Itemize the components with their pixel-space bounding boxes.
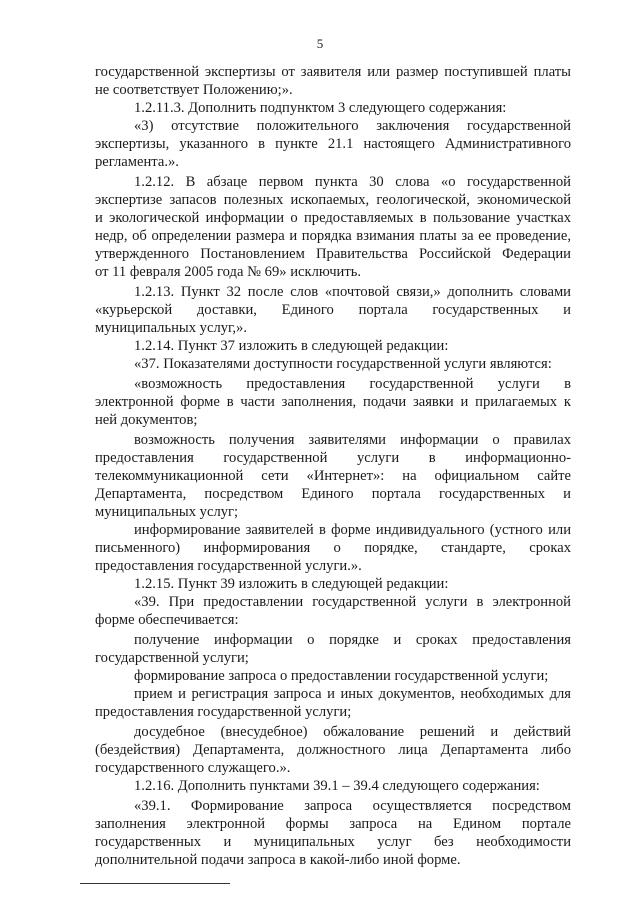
text-line: заполнения электронной формы запроса на Едином портале — [95, 816, 571, 832]
text-line: муниципальных услуг; — [95, 504, 239, 520]
text-line: от 11 февраля 2005 года № 69» исключить. — [95, 264, 362, 280]
text-line: предоставления государственной услуги в информационно- — [95, 450, 571, 466]
text-line: государственного служащего.». — [95, 760, 291, 776]
text-line: 1.2.15. Пункт 39 изложить в следующей редакции: — [134, 576, 449, 592]
text-line: 1.2.11.3. Дополнить подпунктом 3 следующего содержания: — [134, 100, 507, 116]
text-line: государственной экспертизы от заявителя или размер поступившей платы — [95, 64, 571, 80]
text-line: информирование заявителей в форме индивидуального (устного или — [134, 522, 571, 538]
text-line: регламента.». — [95, 154, 179, 170]
text-line: дополнительной подачи запроса в какой-либо иной форме. — [95, 852, 461, 868]
text-line: 1.2.13. Пункт 32 после слов «почтовой связи,» дополнить словами — [134, 284, 571, 300]
text-line: формирование запроса о предоставлении государственной услуги; — [134, 668, 549, 684]
text-line: и экологической информации о предоставляемых в пользование участках — [95, 210, 571, 226]
page-number: 5 — [316, 36, 324, 51]
text-line: возможность получения заявителями информации о правилах — [134, 432, 571, 448]
text-line: письменного) информирования о порядке, стандарте, сроках — [95, 540, 571, 556]
text-line: 1.2.14. Пункт 37 изложить в следующей редакции: — [134, 338, 449, 354]
text-line: электронной форме в части заполнения, подачи заявки и прилагаемых к — [95, 394, 571, 410]
text-line: государственных и муниципальных услуг без необходимости — [95, 834, 571, 850]
text-line: «39. При предоставлении государственной услуги в электронной — [134, 594, 571, 610]
text-line: экспертизы, указанного в пункте 21.1 настоящего Административного — [95, 136, 571, 152]
text-line: получение информации о порядке и сроках предоставления — [134, 632, 571, 648]
text-line: форме обеспечивается: — [95, 612, 239, 628]
text-line: утвержденного Постановлением Правительства Российской Федерации — [95, 246, 571, 262]
text-line: 1.2.16. Дополнить пунктами 39.1 – 39.4 следующего содержания: — [134, 778, 540, 794]
text-line: досудебное (внесудебное) обжалование решений и действий — [134, 724, 571, 740]
text-line: «3) отсутствие положительного заключения государственной — [134, 118, 571, 134]
text-line: «39.1. Формирование запроса осуществляется посредством — [134, 798, 571, 814]
text-line: Департамента, посредством Единого портала государственных и — [95, 486, 571, 502]
text-line: ней документов; — [95, 412, 198, 428]
text-line: государственной услуги; — [95, 650, 249, 666]
text-line: прием и регистрация запроса и иных документов, необходимых для — [134, 686, 571, 702]
text-line: предоставления государственной услуги.». — [95, 558, 362, 574]
footnote-separator — [80, 883, 230, 884]
text-line: муниципальных услуг,». — [95, 320, 247, 336]
text-line: (бездействия) Департамента, должностного лица Департамента либо — [95, 742, 571, 758]
text-line: «курьерской доставки, Единого портала государственных и — [95, 302, 571, 318]
text-line: предоставления государственной услуги; — [95, 704, 352, 720]
text-line: недр, об определении размера и порядка взимания платы за ее проведение, — [95, 228, 571, 244]
text-line: телекоммуникационной сети «Интернет»: на официальном сайте — [95, 468, 571, 484]
text-line: «возможность предоставления государственной услуги в — [134, 376, 571, 392]
text-line: «37. Показателями доступности государственной услуги являются: — [134, 356, 552, 372]
text-line: 1.2.12. В абзаце первом пункта 30 слова «о государственной — [134, 174, 571, 190]
text-line: не соответствует Положению;». — [95, 82, 293, 98]
text-line: экспертизе запасов полезных ископаемых, геологической, экономической — [95, 192, 571, 208]
